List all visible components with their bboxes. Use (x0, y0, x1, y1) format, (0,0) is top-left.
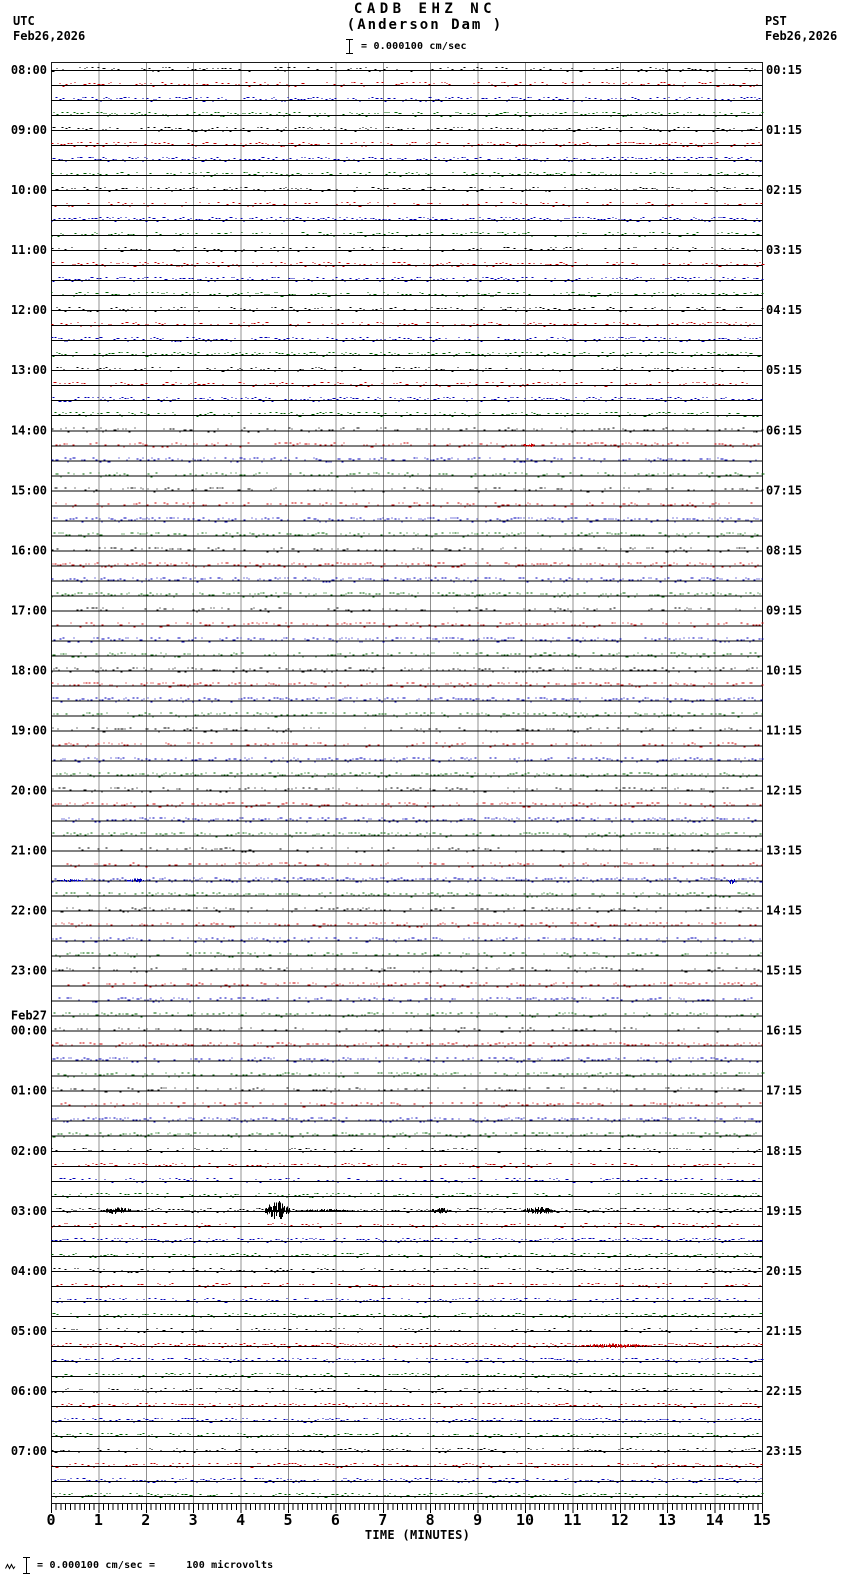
plot-border (52, 63, 763, 1504)
x-tick-label: 2 (141, 1511, 151, 1529)
left-time-label: 11:00 (10, 243, 47, 258)
wiggle-icon (5, 1562, 16, 1570)
left-time-label: Feb27 (10, 1008, 47, 1023)
right-time-label: 09:15 (766, 603, 803, 618)
left-time-label: 22:00 (10, 903, 47, 918)
left-time-label: 10:00 (10, 183, 47, 198)
left-time-label: 13:00 (10, 363, 47, 378)
left-time-label: 19:00 (10, 723, 47, 738)
station-location: (Anderson Dam ) (346, 17, 504, 33)
left-time-label: 03:00 (10, 1203, 47, 1218)
scale-bar-icon (22, 1556, 31, 1575)
left-time-label: 12:00 (10, 303, 47, 318)
scale-label: = 0.000100 cm/sec (361, 41, 467, 52)
seismogram-trace (52, 1343, 763, 1348)
right-time-label: 12:15 (766, 783, 803, 798)
x-axis-title: TIME (MINUTES) (364, 1528, 471, 1542)
right-time-label: 20:15 (766, 1263, 803, 1278)
right-time-label: 00:15 (766, 63, 803, 77)
right-time-label: 03:15 (766, 243, 803, 258)
left-timezone-label: UTC (13, 14, 35, 28)
left-time-label: 06:00 (10, 1383, 47, 1398)
left-time-label: 00:00 (10, 1023, 47, 1038)
x-tick-label: 8 (425, 1511, 435, 1529)
x-tick-label: 6 (330, 1511, 340, 1529)
right-time-label: 10:15 (766, 663, 803, 678)
left-time-label: 17:00 (10, 603, 47, 618)
x-tick-label: 7 (378, 1511, 388, 1529)
right-time-label: 02:15 (766, 183, 803, 198)
right-time-label: 08:15 (766, 543, 803, 558)
station-title: CADB EHZ NC (353, 1, 497, 17)
right-time-label: 21:15 (766, 1323, 803, 1338)
x-tick-label: 1 (93, 1511, 103, 1529)
right-time-label: 05:15 (766, 363, 803, 378)
right-time-label: 04:15 (766, 303, 803, 318)
right-time-label: 16:15 (766, 1023, 803, 1038)
left-time-label: 01:00 (10, 1083, 47, 1098)
left-time-label: 20:00 (10, 783, 47, 798)
right-time-label: 22:15 (766, 1383, 803, 1398)
x-tick-label: 10 (515, 1511, 535, 1529)
left-time-label: 05:00 (10, 1323, 47, 1338)
left-date-label: Feb26,2026 (13, 29, 86, 43)
x-tick-label: 0 (46, 1511, 56, 1529)
right-time-label: 15:15 (766, 963, 803, 978)
right-time-label: 07:15 (766, 483, 803, 498)
x-tick-label: 11 (563, 1511, 582, 1529)
right-time-label: 19:15 (766, 1203, 803, 1218)
x-tick-label: 14 (705, 1511, 724, 1529)
right-time-label: 13:15 (766, 843, 803, 858)
left-time-label: 08:00 (10, 63, 47, 77)
left-time-label: 21:00 (10, 843, 47, 858)
left-time-label: 18:00 (10, 663, 47, 678)
right-time-label: 11:15 (766, 723, 803, 738)
seismogram-trace (57, 1201, 762, 1219)
right-timezone-label: PST (765, 14, 787, 28)
right-time-label: 14:15 (766, 903, 803, 918)
footer-scale-text: = 0.000100 cm/sec = 100 microvolts (37, 1560, 274, 1571)
x-tick-label: 13 (658, 1511, 677, 1529)
left-time-label: 23:00 (10, 963, 47, 978)
right-time-label: 17:15 (766, 1083, 803, 1098)
right-time-label: 18:15 (766, 1143, 803, 1158)
left-time-label: 07:00 (10, 1443, 47, 1458)
left-time-label: 15:00 (10, 483, 47, 498)
x-tick-label: 5 (283, 1511, 293, 1529)
right-time-label: 06:15 (766, 423, 803, 438)
left-time-label: 14:00 (10, 423, 47, 438)
right-date-label: Feb26,2026 (765, 29, 838, 43)
x-tick-label: 4 (236, 1511, 246, 1529)
x-tick-label: 12 (610, 1511, 629, 1529)
x-tick-label: 9 (473, 1511, 483, 1529)
left-time-label: 16:00 (10, 543, 47, 558)
right-time-label: 23:15 (766, 1443, 803, 1458)
left-time-label: 04:00 (10, 1263, 47, 1278)
left-time-label: 09:00 (10, 123, 47, 138)
x-tick-label: 15 (752, 1511, 772, 1529)
x-tick-label: 3 (188, 1511, 198, 1529)
footer-scale-note (5, 1556, 273, 1575)
right-time-label: 01:15 (766, 123, 803, 138)
left-time-label: 02:00 (10, 1143, 47, 1158)
